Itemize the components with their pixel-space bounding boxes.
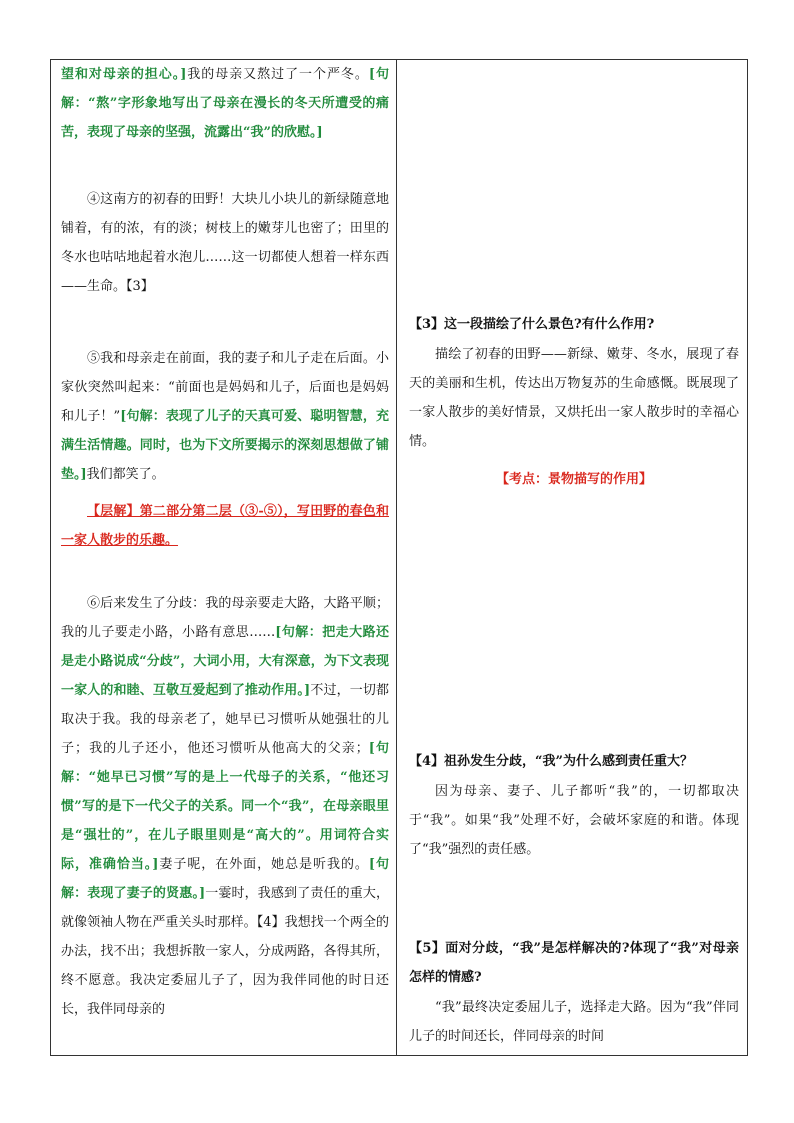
question-4-title: 【4】祖孙发生分歧，“我”为什么感到责任重大？	[409, 754, 694, 769]
paragraph-3-end: 望和对母亲的担心。]我的母亲又熬过了一个严冬。[句解：“熬”字形象地写出了母亲在漫长的冬天所遭受的痛苦，表现了母亲的坚强，流露出“我”的欣慰。]	[61, 67, 389, 140]
question-5-title: 【5】面对分歧，“我”是怎样解决的?体现了“我”对母亲怎样的情感?	[409, 941, 739, 985]
layer-analysis: 【层解】第二部分第二层（③-⑤），写田野的春色和一家人散步的乐趣。	[61, 504, 389, 548]
content-table	[50, 59, 748, 1056]
paragraph-4: ④这南方的初春的田野！大块儿小块儿的新绿随意地铺着，有的浓，有的淡；树枝上的嫩芽儿也密了；田里的冬水也咕咕地起着水泡儿……这一切都使人想着一样东西——生命。【3】	[61, 192, 389, 294]
question-3-key-point: 【考点：景物描写的作用】	[495, 472, 652, 487]
column-divider	[396, 60, 397, 1055]
question-3-answer: 描绘了初春的田野——新绿、嫩芽、冬水，展现了春天的美丽和生机，传达出万物复苏的生命感慨。既展现了一家人散步的美好情景，又烘托出一家人散步时的幸福心情。	[409, 347, 739, 449]
question-5-answer: “我”最终决定委屈儿子，选择走大路。因为“我”伴同儿子的时间还长，伴同母亲的时间	[409, 1000, 739, 1044]
question-4-answer: 因为母亲、妻子、儿子都听“我”的，一切都取决于“我”。如果“我”处理不好，会破坏家庭的和谐。体现了“我”强烈的责任感。	[409, 784, 739, 857]
question-3-title: 【3】这一段描绘了什么景色?有什么作用?	[409, 317, 655, 332]
paragraph-5: ⑤我和母亲走在前面，我的妻子和儿子走在后面。小家伙突然叫起来：“前面也是妈妈和儿子，后面也是妈妈和儿子！”[句解：表现了儿子的天真可爱、聪明智慧，充满生活情趣。同时，也为下文所要揭示的深刻思想做了铺垫。]我们都笑了。	[61, 351, 389, 482]
paragraph-6: ⑥后来发生了分歧：我的母亲要走大路，大路平顺；我的儿子要走小路，小路有意思……[句解：把走大路还是走小路说成“分歧”，大词小用，大有深意，为下文表现一家人的和睦、互敬互爱起到了推动作用。]不过，一切都取决于我。我的母亲老了，她早已习惯听从她强壮的儿子；我的儿子还小，他还习惯听从他高大的父亲；[句解：“她早已习惯”写的是上一代母子的关系，“他还习惯”写的是下一代父子的关系。同一个“我”，在母亲眼里是“强壮的”，在儿子眼里则是“高大的”。用词符合实际，准确恰当。]妻子呢，在外面，她总是听我的。[句解：表现了妻子的贤惠。]一霎时，我感到了责任的重大，就像领袖人物在严重关头时那样。【4】我想找一个两全的办法，找不出；我想拆散一家人，分成两路，各得其所，终不愿意。我决定委屈儿子了，因为我伴同他的时日还长，我伴同母亲的	[61, 596, 389, 1017]
